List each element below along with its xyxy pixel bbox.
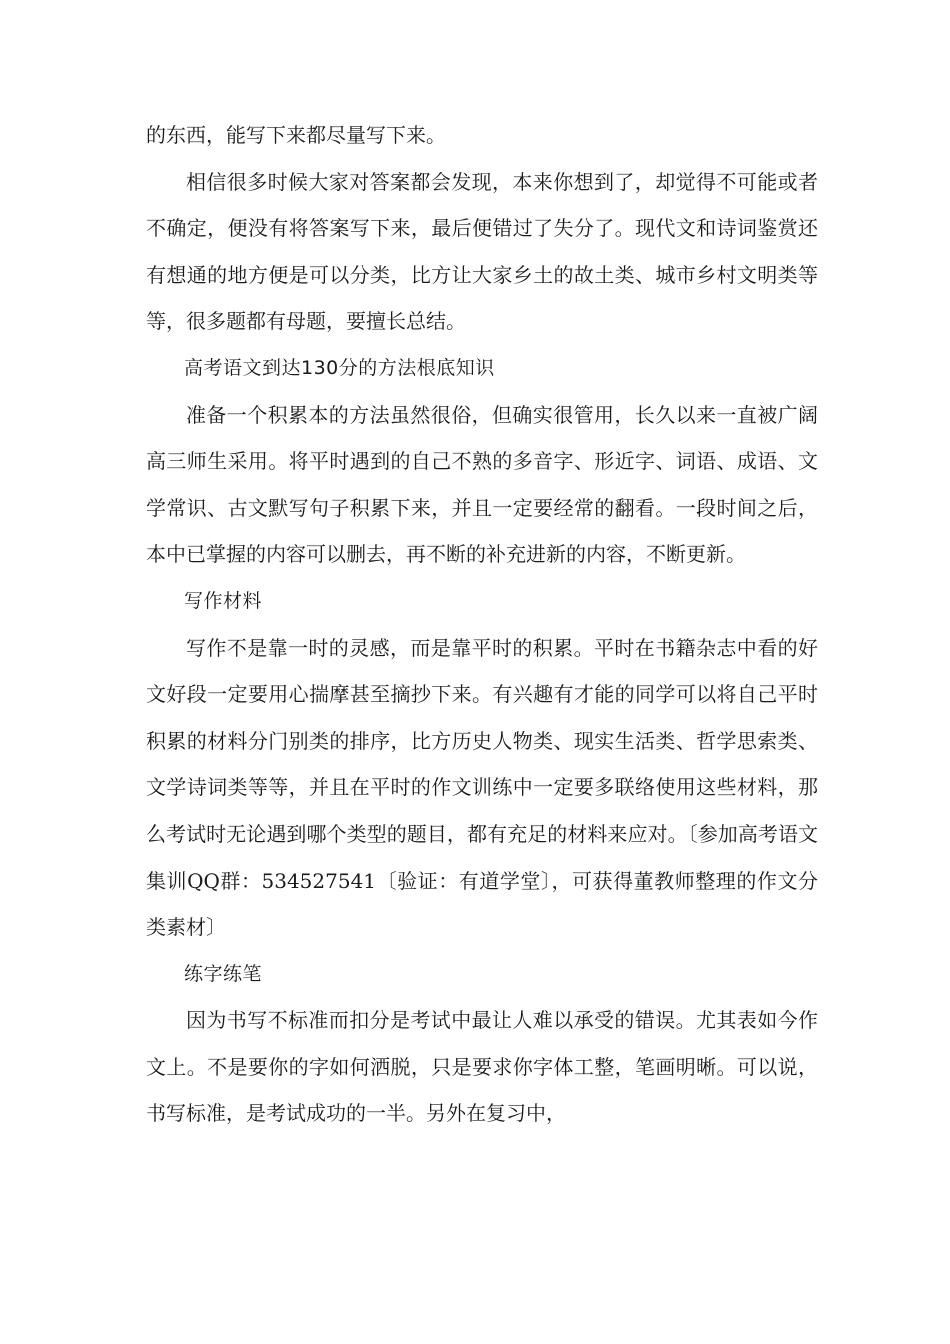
paragraph-notebook-method: 准备一个积累本的方法虽然很俗，但确实很管用，长久以来一直被广阔高三师生采用。将平时遇到的自己不熟的多音字、形近字、词语、成语、文学常识、古文默写句子积累下来，并且一定要经常的翻看。一段时间之后，本中已掌握的内容可以删去，再不断的补充进新的内容，不断更新。 [146,402,818,567]
section-heading-handwriting-practice: 练字练笔 [184,962,263,985]
document-body [146,112,818,1137]
section-heading-writing-materials: 写作材料 [184,589,263,612]
paragraph-writing-accumulation: 写作不是靠一时的灵感，而是靠平时的积累。平时在书籍杂志中看的好文好段一定要用心揣摩甚至摘抄下来。有兴趣有才能的同学可以将自己平时积累的材料分门别类的排序，比方历史人物类、现实生活类、哲学思索类、文学诗词类等等，并且在平时的作文训练中一定要多联络使用这些材料，那么考试时无论遇到哪个类型的题目，都有充足的材料来应对。〔参加高考语文集训QQ群：534527541〔验证：有道学堂〕，可获得董教师整理的作文分类素材〕 [146,635,818,940]
paragraph-answer-writing: 相信很多时候大家对答案都会发现，本来你想到了，却觉得不可能或者不确定，便没有将答案写下来，最后便错过了失分了。现代文和诗词鉴赏还有想通的地方便是可以分类，比方让大家乡土的故土类、城市乡村文明类等等，很多题都有母题，要擅长总结。 [146,169,818,334]
paragraph-continuation: 的东西，能写下来都尽量写下来。 [146,123,446,147]
paragraph-handwriting: 因为书写不标准而扣分是考试中最让人难以承受的错误。尤其表如今作文上。不是要你的字如何洒脱，只是要求你字体工整，笔画明晰。可以说，书写标准，是考试成功的一半。另外在复习中， [146,1008,818,1126]
section-heading-basic-knowledge: 高考语文到达130分的方法根底知识 [184,356,495,379]
